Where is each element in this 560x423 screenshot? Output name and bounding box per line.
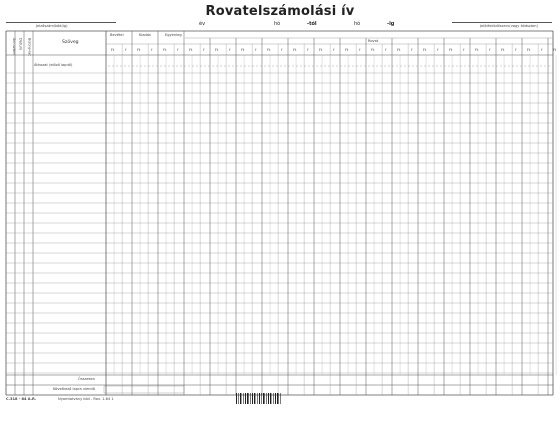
subheader-f-label: f (489, 48, 491, 52)
carry-forward-box (104, 386, 184, 393)
subheader-ft-label: Ft (267, 48, 271, 52)
subheader-f-label: f (411, 48, 413, 52)
col-header-text: Szöveg (62, 40, 79, 45)
col-header-balance: Egyenleg (165, 33, 182, 37)
subheader-ft-label: Ft (319, 48, 323, 52)
date-label-year: év (199, 21, 206, 27)
barcode-image (235, 393, 283, 408)
date-label-from: -tól (307, 21, 317, 27)
subheader-f-label: f (151, 48, 153, 52)
total-label: Összesen (78, 377, 96, 381)
subheader-ft-label: Ft (293, 48, 297, 52)
subheader-ft-label: Ft (189, 48, 193, 52)
subheader-f-label: f (463, 48, 465, 52)
col-header-voucher: Bizony-lat (27, 38, 32, 56)
col-header-income: Bevétel (110, 33, 124, 37)
subheader-f-label: f (203, 48, 205, 52)
subheader-ft-label: Ft (423, 48, 427, 52)
subheader-ft-label: Ft (241, 48, 245, 52)
subheader-ft-label: Ft (553, 48, 557, 52)
subheader-ft-label: Ft (501, 48, 505, 52)
footer-form-code: C.318 - 84 A.R. (6, 397, 37, 401)
subheader-ft-label: Ft (449, 48, 453, 52)
subheader-f-label: f (281, 48, 283, 52)
subheader-ft-label: Ft (111, 48, 115, 52)
subheader-f-label: f (307, 48, 309, 52)
subheader-f-label: f (333, 48, 335, 52)
subheader-ft-label: Ft (137, 48, 141, 52)
subheader-f-label: f (229, 48, 231, 52)
first-row-text: Áthozat (előző lapról) (34, 63, 73, 67)
subheader-ft-label: Ft (215, 48, 219, 52)
subheader-ft-label: Ft (397, 48, 401, 52)
subheader-ft-label: Ft (475, 48, 479, 52)
col-header-rovat: Rovat (368, 39, 379, 43)
subheader-ft-label: Ft (163, 48, 167, 52)
header-left-label: Jelzőszám/kód(ig) (36, 24, 68, 28)
header-right-label: Jelöléstüdőszerv(vagy kódszám) (480, 24, 538, 28)
date-label-month-to: hó (354, 21, 361, 27)
subheader-f-label: f (385, 48, 387, 52)
form-title: Rovatelszámolási ív (205, 4, 355, 19)
carry-forward-label: Következő lapra viendő (53, 387, 95, 391)
subheader-f-label: f (437, 48, 439, 52)
subheader-f-label: f (515, 48, 517, 52)
subheader-ft-label: Ft (527, 48, 531, 52)
subheader-ft-label: Ft (371, 48, 375, 52)
subheader-f-label: f (255, 48, 257, 52)
col-header-expense: Kiadás (139, 33, 151, 37)
footer-note: Nyomtatvány kód - Rov. 1-84 1 (58, 397, 114, 401)
date-label-month-from: hó (274, 21, 281, 27)
subheader-f-label: f (541, 48, 543, 52)
col-header-row-number: Sor-szám (12, 38, 16, 55)
date-label-to: -ig (387, 21, 395, 27)
subheader-f-label: f (359, 48, 361, 52)
subheader-ft-label: Ft (345, 48, 349, 52)
col-header-date: Dátum (18, 38, 23, 51)
subheader-f-label: f (177, 48, 179, 52)
subheader-f-label: f (125, 48, 127, 52)
